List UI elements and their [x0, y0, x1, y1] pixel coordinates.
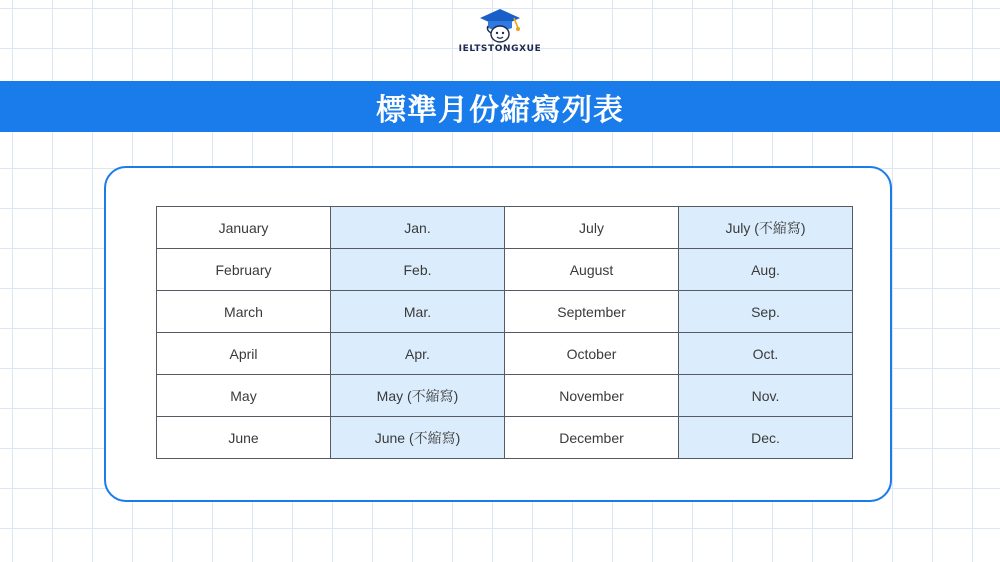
- logo: [0, 4, 1000, 68]
- month-name-cell: December: [505, 417, 679, 459]
- table-row: [157, 375, 853, 417]
- month-abbreviation-cell: Aug.: [679, 249, 853, 291]
- month-name-cell: November: [505, 375, 679, 417]
- month-abbreviation-cell: Jan.: [331, 207, 505, 249]
- table-row: [157, 333, 853, 375]
- table-row: [157, 417, 853, 459]
- graduation-cap-mascot-icon: [458, 6, 542, 44]
- month-abbreviation-cell: June (不縮寫): [331, 417, 505, 459]
- table-row: [157, 249, 853, 291]
- month-name-cell: February: [157, 249, 331, 291]
- month-abbreviation-cell: Sep.: [679, 291, 853, 333]
- month-name-cell: June: [157, 417, 331, 459]
- month-abbreviation-cell: July (不縮寫): [679, 207, 853, 249]
- month-name-cell: March: [157, 291, 331, 333]
- month-abbreviation-cell: Apr.: [331, 333, 505, 375]
- month-name-cell: August: [505, 249, 679, 291]
- month-name-cell: April: [157, 333, 331, 375]
- month-abbreviation-cell: Oct.: [679, 333, 853, 375]
- month-abbreviation-table: [156, 206, 853, 459]
- month-name-cell: July: [505, 207, 679, 249]
- month-abbreviation-cell: Mar.: [331, 291, 505, 333]
- title-banner: [0, 81, 1000, 132]
- month-abbreviation-cell: Dec.: [679, 417, 853, 459]
- month-name-cell: January: [157, 207, 331, 249]
- table-row: [157, 291, 853, 333]
- page-title: 標準月份縮寫列表: [376, 92, 624, 128]
- month-name-cell: September: [505, 291, 679, 333]
- month-name-cell: October: [505, 333, 679, 375]
- table-row: [157, 207, 853, 249]
- month-name-cell: May: [157, 375, 331, 417]
- month-abbreviation-cell: Nov.: [679, 375, 853, 417]
- month-abbreviation-cell: Feb.: [331, 249, 505, 291]
- month-abbreviation-cell: May (不縮寫): [331, 375, 505, 417]
- logo-text: IELTSTONGXUE: [458, 44, 542, 54]
